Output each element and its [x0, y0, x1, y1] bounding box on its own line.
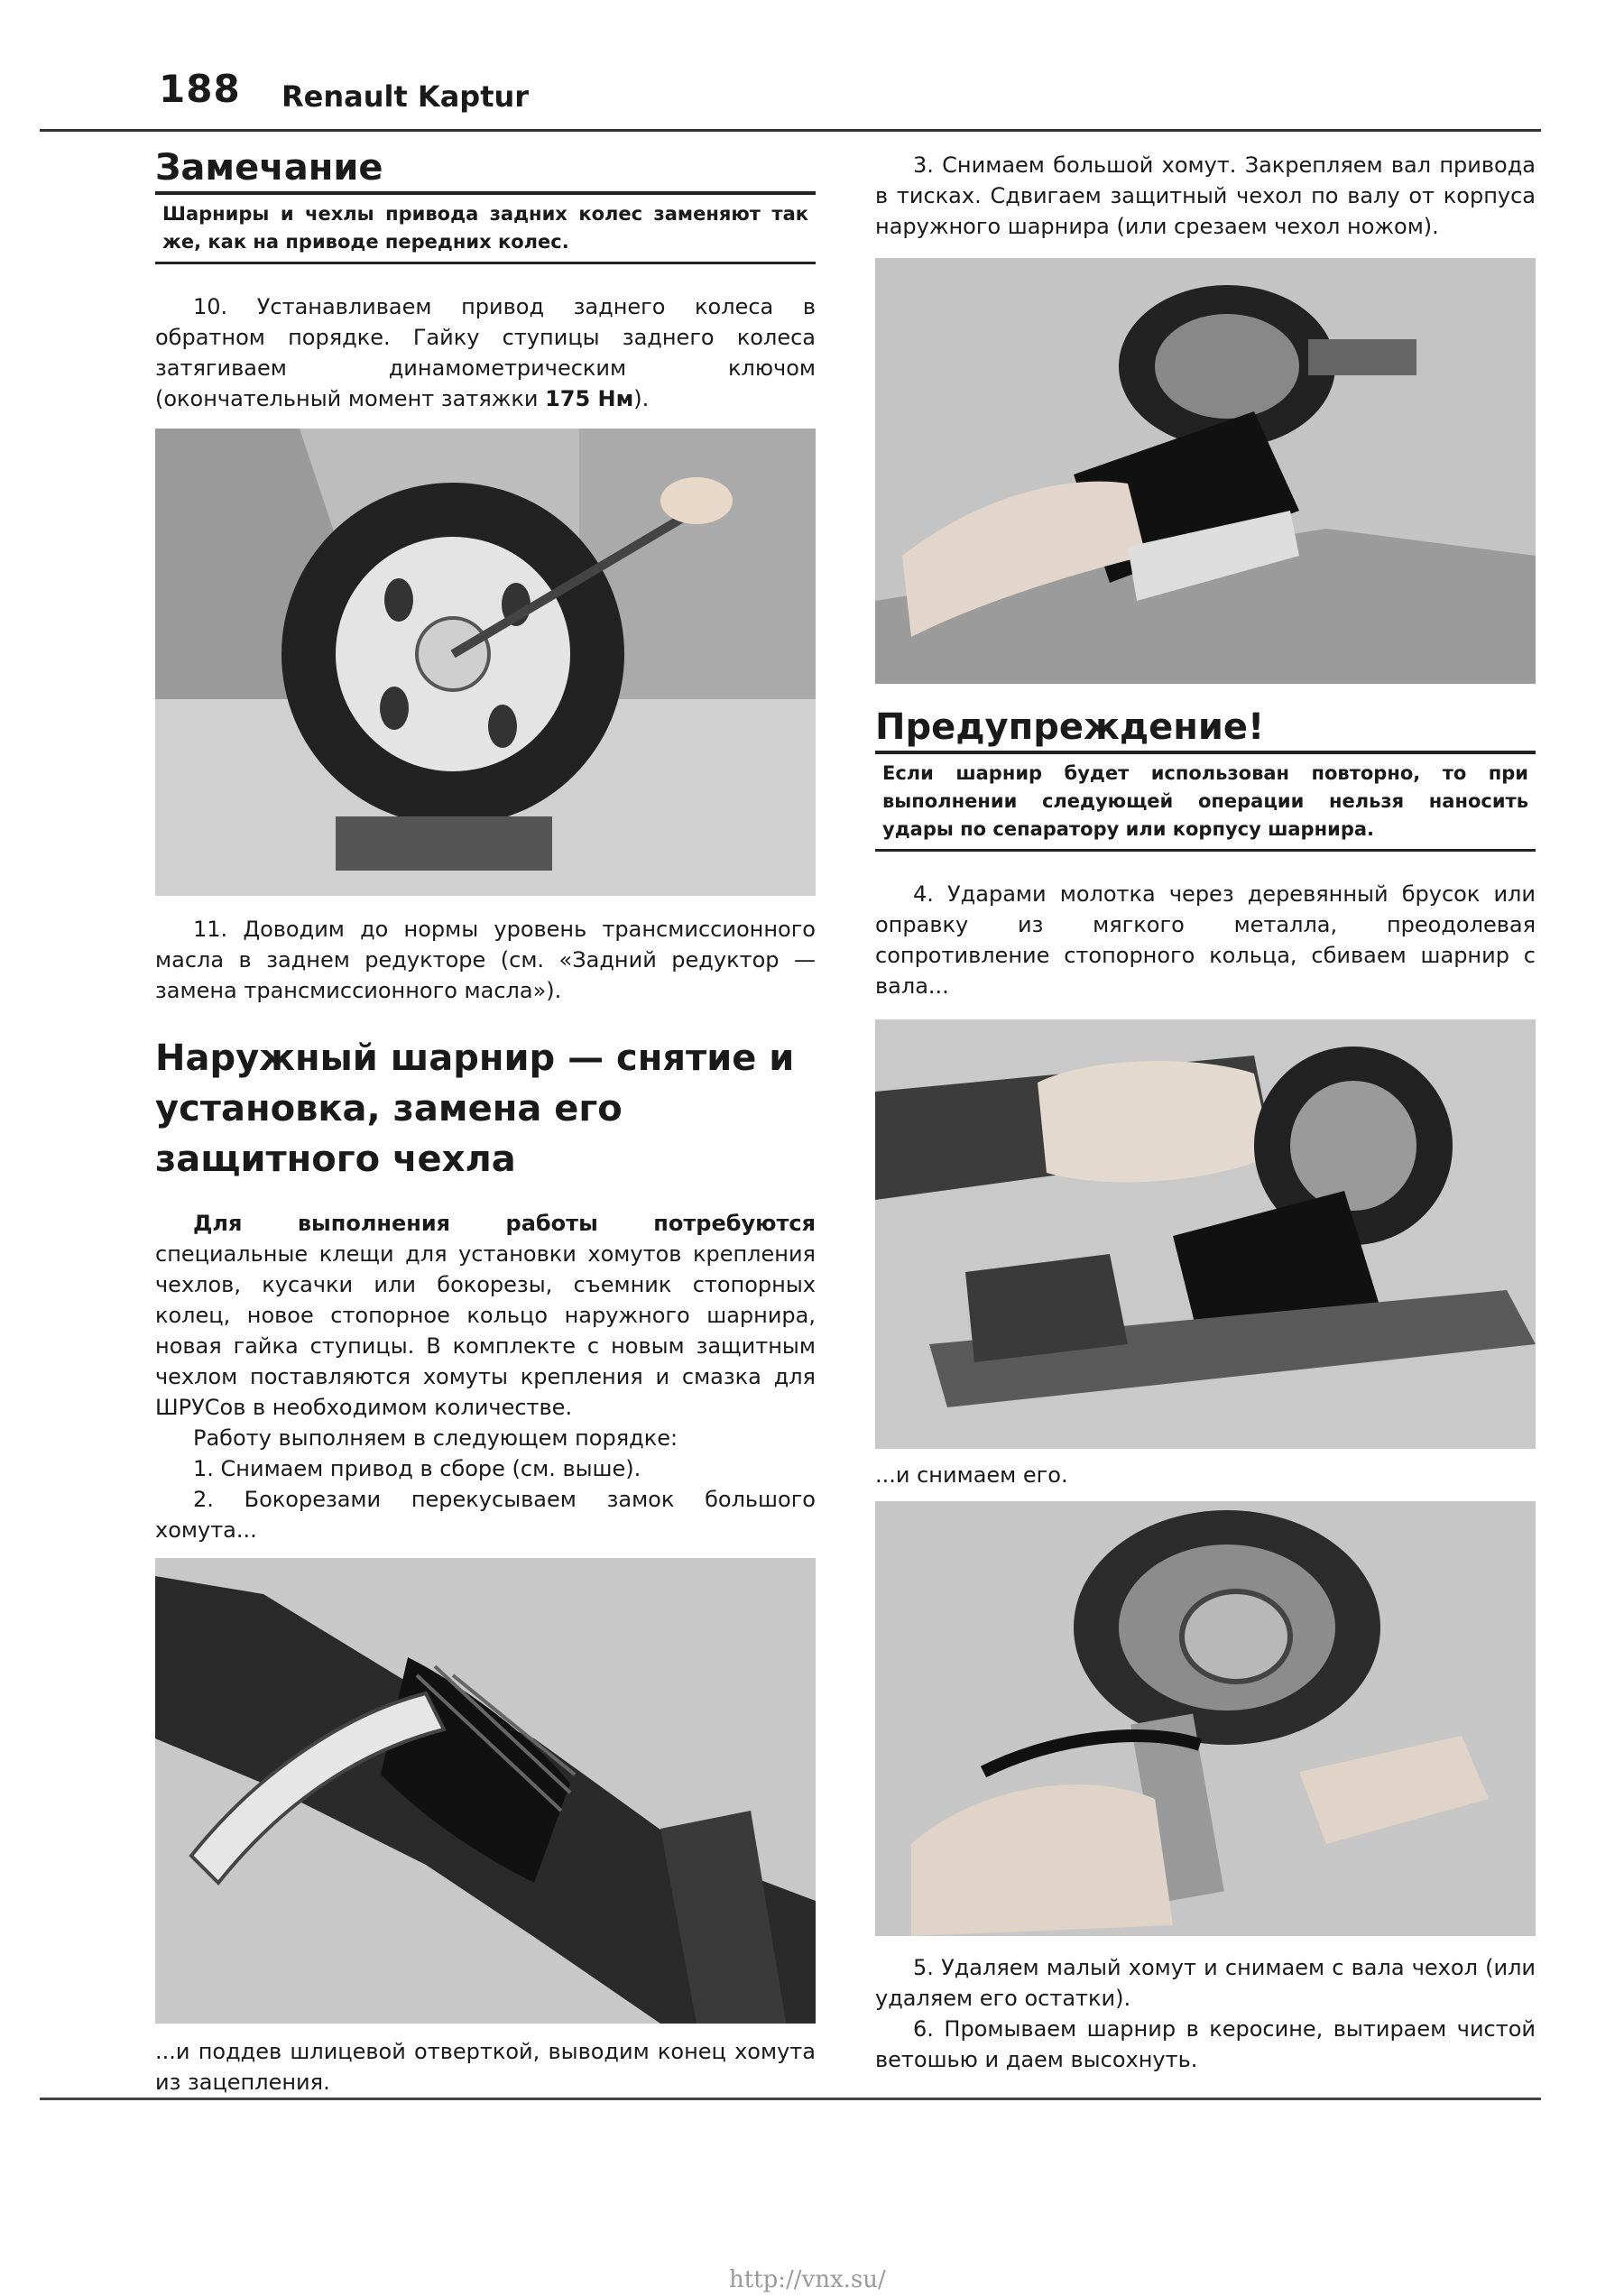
paragraph-step-5: 5. Удаляем малый хомут и снимаем с вала чехол (или удаляем его остатки).: [875, 1955, 1536, 2011]
footer-rule: [40, 2098, 1541, 2100]
paragraph-step-6: 6. Промываем шарнир в керосине, вытираем чистой ветошью и даем высохнуть.: [875, 2016, 1536, 2072]
right-column: [875, 144, 1536, 2075]
paragraph-tools: [155, 1208, 816, 1423]
paragraph-step-3: 3. Снимаем большой хомут. Закрепляем вал привода в тисках. Сдвигаем защитный чехол по валу от корпуса наружного шарнира (или срезаем чехол ножом).: [875, 152, 1536, 239]
caption-bottom-left: ...и поддев шлицевой отверткой, выводим конец хомута из зацепления.: [155, 2039, 816, 2095]
photo-wheel-torque: [155, 429, 816, 896]
step-10-text: 10. Устанавливаем привод заднего колеса в обратном порядке. Гайку ступицы заднего колеса затягиваем динамометрическим ключом (окончательный момент затяжки: [155, 294, 816, 411]
torque-value: 175 Нм: [545, 386, 634, 411]
paragraph-step-10: [155, 291, 816, 414]
caption-mid-right: ...и снимаем его.: [875, 1462, 1068, 1488]
watermark-url: http://vnx.su/: [729, 2266, 886, 2293]
note-bottom-rule: [155, 262, 816, 264]
step-10-end: ).: [633, 386, 650, 411]
left-column: [155, 144, 816, 2098]
warning-bottom-rule: [875, 849, 1536, 852]
page-number: 188: [159, 67, 241, 111]
photo-boot-slide: [875, 258, 1536, 684]
note-title: Замечание: [155, 147, 383, 189]
warning-box: [875, 704, 1536, 852]
tools-lead: Для выполнения работы потребуются: [193, 1211, 816, 1236]
warning-title: Предупреждение!: [875, 706, 1265, 748]
tools-text: специальные клещи для установки хомутов крепления чехлов, кусачки или бокорезы, съемник стопорных колец, новое стопорное кольцо наружного шарнира, новая гайка ступицы. В комплекте с новым защитным чехлом поставляются хомуты крепления и смазка для ШРУСов в необходимом количестве.: [155, 1241, 816, 1420]
paragraph-step-11: 11. Доводим до нормы уровень трансмиссионного масла в заднем редукторе (см. «Задний редуктор — замена трансмиссионного масла»).: [155, 917, 816, 1003]
photo-joint-removed: [875, 1501, 1536, 1936]
paragraph-step-4: 4. Ударами молотка через деревянный брусок или оправку из мягкого металла, преодолевая сопротивление стопорного кольца, сбиваем шарнир с вала...: [875, 881, 1536, 999]
header-rule: [40, 129, 1541, 132]
warning-text: Если шарнир будет использован повторно, то при выполнении следующей операции нельзя наносить удары по сепаратору или корпусу шарнира.: [882, 762, 1528, 840]
paragraph-step-1: 1. Снимаем привод в сборе (см. выше).: [193, 1456, 641, 1481]
note-text: Шарниры и чехлы привода задних колес заменяют так же, как на приводе передних колес.: [162, 203, 808, 253]
book-title: Renault Kaptur: [281, 79, 530, 114]
paragraph-step-2: 2. Бокорезами перекусываем замок большого хомута...: [155, 1487, 816, 1543]
paragraph-order: Работу выполняем в следующем порядке:: [193, 1425, 678, 1451]
photo-boot-clamp: [155, 1558, 816, 2024]
section-title: Наружный шарнир — снятие и установка, замена его защитного чехла: [155, 1037, 795, 1180]
photo-hammer-joint: [875, 1019, 1536, 1449]
note-box: [155, 144, 816, 264]
